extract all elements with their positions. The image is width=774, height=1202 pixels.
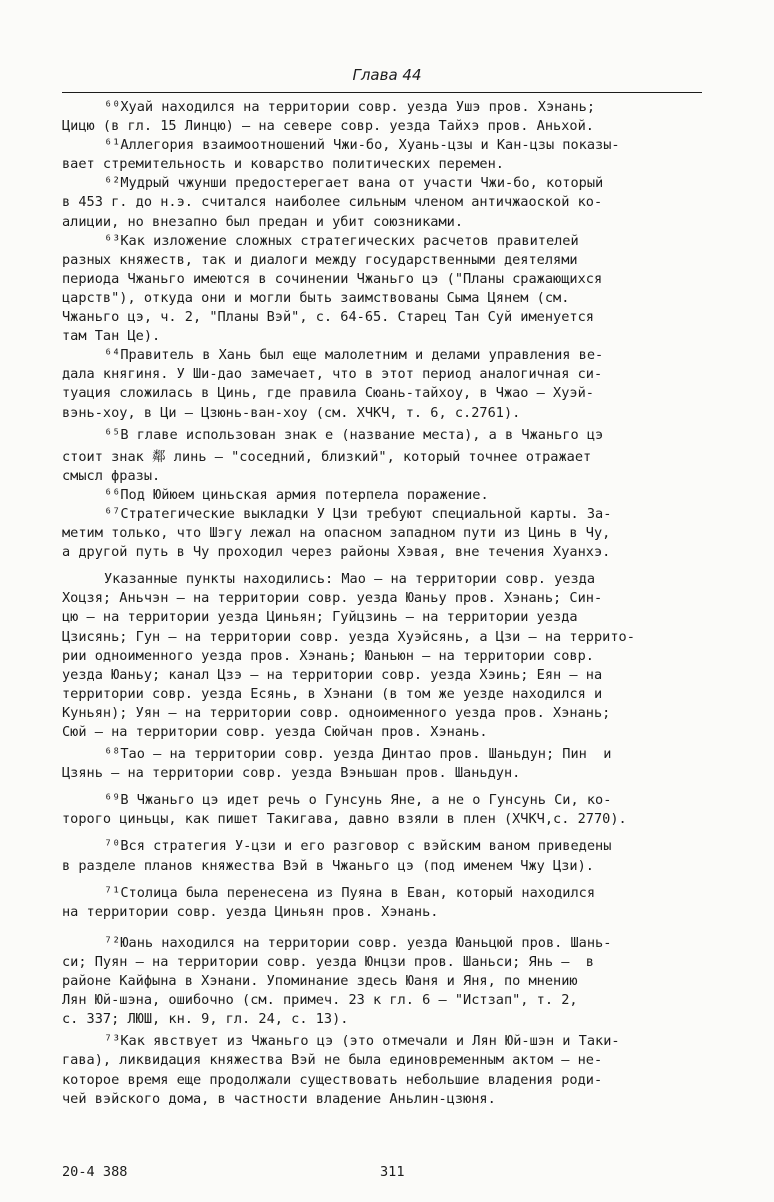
note-64-line: ⁶⁴Правитель в Хань был еще малолетним и делами управления ве- <box>104 347 604 364</box>
note-67-line: Цзисянь; Гун — на территории совр. уезда Хуэйсянь, а Цзи — на террито- <box>62 628 635 645</box>
note-63-line: там Тан Це). <box>62 328 161 345</box>
note-65-line: смысл фразы. <box>62 467 161 484</box>
note-68-line: Цзянь — на территории совр. уезда Вэньшан пров. Шаньдун. <box>62 765 521 782</box>
note-73-line: ⁷³Как явствует из Чжаньго цэ (это отмечали и Лян Юй-шэн и Таки- <box>104 1033 620 1050</box>
note-73-line: которое время еще продолжали существовать небольшие владения роди- <box>62 1071 603 1088</box>
note-71-line: на территории совр. уезда Циньян пров. Хэнань. <box>62 903 439 920</box>
note-71-line: ⁷¹Столица была перенесена из Пуяна в Еван, который находился <box>104 884 596 901</box>
note-67-line: а другой путь в Чу проходил через районы Хэвая, вне течения Хуанхэ. <box>62 544 611 561</box>
note-63-line: ⁶³Как изложение сложных стратегических расчетов правителей <box>104 232 579 249</box>
note-67-line: Указанные пункты находились: Мао — на территории совр. уезда <box>104 571 596 588</box>
note-67-line: уезда Юаньу; канал Цзэ — на территории совр. уезда Хэинь; Еян — на <box>62 666 603 683</box>
note-63-line: периода Чжаньго имеются в сочинении Чжаньго цэ ("Планы сражающихся <box>62 270 603 287</box>
running-header: Глава 44 <box>352 66 422 84</box>
note-60-line: ⁶⁰Хуай находился на территории совр. уезда Ушэ пров. Хэнань; <box>104 99 596 115</box>
note-63-line: Чжаньго цэ, ч. 2, "Планы Вэй", с. 64-65. Старец Тан Суй именуется <box>62 309 594 326</box>
note-67-line: территории совр. уезда Есянь, в Хэнани (в том же уезде находился и <box>62 685 603 702</box>
note-62-line: алиции, но внезапно был предан и убит союзниками. <box>62 213 464 230</box>
note-72-line: си; Пуян — на территории совр. уезда Юнцзи пров. Шаньси; Янь — в <box>62 953 594 970</box>
note-67-line: Хоцзя; Аньчэн — на территории совр. уезда Юаньу пров. Хэнань; Син- <box>62 590 603 607</box>
note-64-line: дала княгиня. У Ши-дао замечает, что в этот период аналогичная си- <box>62 366 603 383</box>
notes-text <box>62 98 706 1109</box>
note-65-line: стоит знак 鄰 линь — "соседний, близкий", который точнее отражает <box>62 448 592 465</box>
note-67-line: Куньян); Уян — на территории совр. одноименного уезда пров. Хэнань; <box>62 704 611 721</box>
note-73-line: гава), ликвидация княжества Вэй не была единовременным актом — не- <box>62 1052 603 1069</box>
note-64-line: туация сложилась в Цинь, где правила Сюань-тайхоу, в Чжао — Хуэй- <box>62 385 594 402</box>
note-67-line: Сюй — на территории совр. уезда Сюйчан пров. Хэнань. <box>62 724 488 740</box>
note-61-line: вает стремительность и коварство политических перемен. <box>62 156 504 173</box>
note-69-line: торого циньцы, как пишет Такигава, давно взяли в плен (ХЧКЧ,с. 2770). <box>62 811 627 828</box>
note-72-line: с. 337; ЛЮШ, кн. 9, гл. 24, с. 13). <box>62 1011 349 1028</box>
page-number: 311 <box>380 1164 405 1180</box>
note-62-line: в 453 г. до н.э. считался наиболее сильным членом античжаоской ко- <box>62 194 603 211</box>
note-63-line: разных княжеств, так и диалоги между государственными деятелями <box>62 251 578 268</box>
note-65-line: ⁶⁵В главе использован знак е (название места), а в Чжаньго цэ <box>104 426 604 443</box>
note-62-line: ⁶²Мудрый чжунши предостерегает вана от участи Чжи-бо, который <box>104 175 604 192</box>
note-67-line: метим только, что Шэгу лежал на опасном западном пути из Цинь в Чу, <box>62 525 611 542</box>
note-66-line: ⁶⁶Под Юйюем циньская армия потерпела поражение. <box>104 486 489 503</box>
note-72-line: ⁷²Юань находился на территории совр. уезда Юаньцюй пров. Шань- <box>104 934 612 951</box>
note-63-line: царств"), откуда они и могли быть заимствованы Сыма Цянем (см. <box>62 289 570 306</box>
header-rule <box>62 92 702 93</box>
note-73-line: чей вэйского дома, в частности владение Аньлин-цзюня. <box>62 1090 496 1107</box>
note-67-line: рии одноименного уезда пров. Хэнань; Юаньюн — на территории совр. <box>62 647 594 664</box>
note-64-line: вэнь-хоу, в Ци — Цзюнь-ван-хоу (см. ХЧКЧ, т. 6, с.2761). <box>62 404 521 421</box>
note-72-line: Лян Юй-шэна, ошибочно (см. примеч. 23 к гл. 6 — "Истзап", т. 2, <box>62 992 578 1009</box>
note-67-line: цю — на территории уезда Циньян; Гуйцзинь — на территории уезда <box>62 609 578 626</box>
note-61-line: ⁶¹Аллегория взаимоотношений Чжи-бо, Хуань-цзы и Кан-цзы показы- <box>104 137 620 154</box>
note-70-line: ⁷⁰Вся стратегия У-цзи и его разговор с вэйским ваном приведены <box>104 838 612 855</box>
printer-signature: 20-4 388 <box>62 1164 128 1180</box>
note-69-line: ⁶⁹В Чжаньго цэ идет речь о Гунсунь Яне, а не о Гунсунь Си, ко- <box>104 792 612 809</box>
note-60-line: Цицю (в гл. 15 Линцю) — на севере совр. уезда Тайхэ пров. Аньхой. <box>62 118 594 135</box>
note-72-line: районе Кайфына в Хэнани. Упоминание здесь Юаня и Яня, по мнению <box>62 973 578 990</box>
note-70-line: в разделе планов княжества Вэй в Чжаньго цэ (под именем Чжу Цзи). <box>62 857 594 874</box>
note-68-line: ⁶⁸Тао — на территории совр. уезда Динтао пров. Шаньдун; Пин и <box>104 746 612 763</box>
note-67-line: ⁶⁷Стратегические выкладки У Цзи требуют специальной карты. За- <box>104 505 612 522</box>
